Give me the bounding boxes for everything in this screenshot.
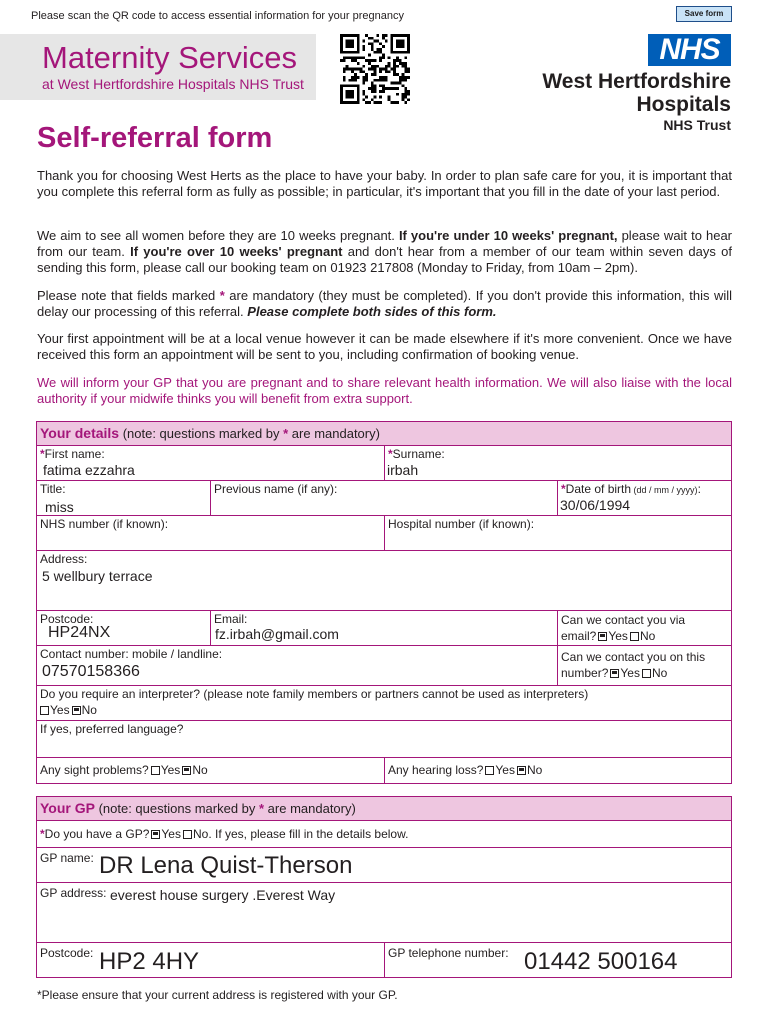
text: We aim to see all women before they are 10 weeks pregnant. [37,228,399,243]
intro-paragraph-5: We will inform your GP that you are pregnant and to share relevant health information. We will also liaise with the local authority if your midwife thinks you will benefit from extra support. [37,375,732,406]
checkbox-icon[interactable] [610,669,619,678]
date-of-birth-field[interactable] [557,480,732,516]
interpreter-field [36,685,732,721]
service-title: Maternity Services [42,40,297,75]
text: are mandatory (they must be completed). If you don't provide this information, this will delay our processing of this referral. [37,288,732,319]
your-gp-heading [36,796,732,821]
sight-problems-field [36,757,385,784]
text-bold-italic: Please complete both sides of this form. [247,304,497,319]
gp-address-field[interactable] [36,882,732,943]
first-name-field[interactable] [36,445,385,481]
option-no: No [81,703,97,717]
text: please wait to hear from our team. [37,228,733,259]
option-no: No [526,763,543,777]
option-yes: Yes [608,629,628,643]
checkbox-icon[interactable] [642,669,651,678]
label: Do you have a GP? [44,827,150,841]
mandatory-star: * [219,288,225,303]
checkbox-icon[interactable] [517,766,526,775]
label: Postcode: [40,946,94,960]
previous-name-field[interactable] [210,480,558,516]
checkbox-icon[interactable] [598,632,607,641]
label: number? [561,666,609,680]
contact-via-email-field [557,610,732,646]
nhs-number-field[interactable] [36,515,385,551]
org-name [542,70,731,116]
your-details-heading [36,421,732,446]
option-yes: Yes [495,763,515,777]
label: email? [561,629,597,643]
date-of-birth-value: 30/06/1994 [560,497,631,513]
org-line-2: Hospitals [636,93,731,116]
label-colon: : [697,482,701,496]
checkbox-icon[interactable] [151,830,160,839]
hearing-loss-field [384,757,732,784]
text: (note: questions marked by [119,426,284,441]
nhs-logo: NHS [648,34,731,66]
checkbox-icon[interactable] [183,830,192,839]
title-field[interactable] [36,480,211,516]
intro-paragraph-2 [37,228,732,276]
label: Any hearing loss? [388,763,484,777]
checkbox-icon[interactable] [182,766,191,775]
label: Hospital number (if known): [388,517,535,531]
label: Postcode: [40,612,94,626]
label: If yes, preferred language? [40,722,184,736]
section-title: Your details [40,425,120,441]
gp-address-value: everest house surgery .Everest Way [110,887,336,903]
intro-paragraph-3 [37,288,732,320]
gp-postcode-value: HP2 4HY [99,948,200,975]
section-title: Your GP [40,800,95,816]
label: First name: [44,447,105,461]
label: Do you require an interpreter? (please note family members or partners cannot be used as interpreters) [40,687,589,701]
label: GP name: [40,851,94,865]
title-value: miss [45,499,74,515]
contact-number-value: 07570158366 [42,663,140,680]
top-note: Please scan the QR code to access essential information for your pregnancy [31,10,404,22]
contact-via-number-field [557,645,732,686]
intro-paragraph-4: Your first appointment will be at a local venue however it can be made elsewhere if it's more convenient. Once we have received this form an appointment will be sent to you, including confirmation of booking venue. [37,331,732,362]
label: Date of birth [565,482,632,496]
address-field[interactable] [36,550,732,611]
date-format-hint: (dd / mm / yyyy) [631,485,698,495]
surname-field[interactable] [384,445,732,481]
postcode-value: HP24NX [48,624,111,641]
mandatory-star: * [259,801,265,816]
contact-number-field[interactable] [36,645,558,686]
label: Surname: [392,447,445,461]
option-yes: Yes [50,703,70,717]
mandatory-star: * [283,426,289,441]
checkbox-icon[interactable] [630,632,639,641]
gp-telephone-field[interactable] [384,942,732,978]
email-value: fz.irbah@gmail.com [215,626,339,642]
gp-name-field[interactable] [36,847,732,883]
text: Please note that fields marked [37,288,220,303]
option-yes: Yes [160,763,181,777]
label: No. If yes, please fill in the details below. [192,827,409,841]
text: are mandatory) [288,426,380,441]
checkbox-icon[interactable] [485,766,494,775]
mandatory-star: * [40,447,45,461]
intro-paragraph-1: Thank you for choosing West Herts as the place to have your baby. In order to plan safe care for you, it is important that you complete this referral form as fully as possible; in particular, it's important that you fill in the date of your last period. [37,168,732,199]
preferred-language-field[interactable] [36,720,732,758]
mandatory-star: * [561,482,566,496]
save-form-button[interactable]: Save form [676,6,732,22]
checkbox-icon[interactable] [72,706,81,715]
address-value: 5 wellbury terrace [42,568,153,584]
mandatory-star: * [388,447,393,461]
option-yes: Yes [620,666,640,680]
option-no: No [639,629,656,643]
text-bold: If you're under 10 weeks' pregnant, [398,228,618,243]
form-title: Self-referral form [37,122,273,154]
gp-postcode-field[interactable] [36,942,385,978]
label: Address: [40,552,88,566]
service-subtitle: at West Hertfordshire Hospitals NHS Trust [42,76,304,92]
label: Email: [214,612,248,626]
text: are mandatory) [264,801,356,816]
label: GP telephone number: [388,946,509,960]
option-no: No [651,666,668,680]
surname-value: irbah [387,462,419,478]
text-bold: If you're over 10 weeks' pregnant [130,244,343,259]
label: GP address: [40,886,107,900]
option-yes: Yes [161,827,181,841]
label: Title: [40,482,66,496]
checkbox-icon[interactable] [40,706,49,715]
postcode-field[interactable] [36,610,211,646]
label: Can we contact you on this [561,650,706,664]
hospital-number-field[interactable] [384,515,732,551]
text: (note: questions marked by [94,801,259,816]
label: Any sight problems? [40,763,149,777]
gp-telephone-value: 01442 500164 [524,948,678,975]
have-gp-field [36,820,732,848]
footer-note: *Please ensure that your current address is registered with your GP. [37,988,398,1002]
checkbox-icon[interactable] [151,766,160,775]
mandatory-star: * [40,827,45,841]
label: NHS number (if known): [40,517,169,531]
label: Can we contact you via [561,613,686,627]
email-field[interactable] [210,610,558,646]
org-line-1: West Hertfordshire [542,70,731,93]
label: Contact number: mobile / landline: [40,647,223,661]
gp-name-value: DR Lena Quist-Therson [99,852,353,879]
org-line-3: NHS Trust [663,117,731,133]
first-name-value: fatima ezzahra [43,462,135,478]
option-no: No [192,763,208,777]
text: and don't hear from a member of our team within seven days of sending this form, please call our booking team on 01923 217808 (Monday to Friday, from 10am – 2pm). [37,244,732,275]
label: Previous name (if any): [214,482,338,496]
qr-code-icon[interactable] [339,34,411,104]
